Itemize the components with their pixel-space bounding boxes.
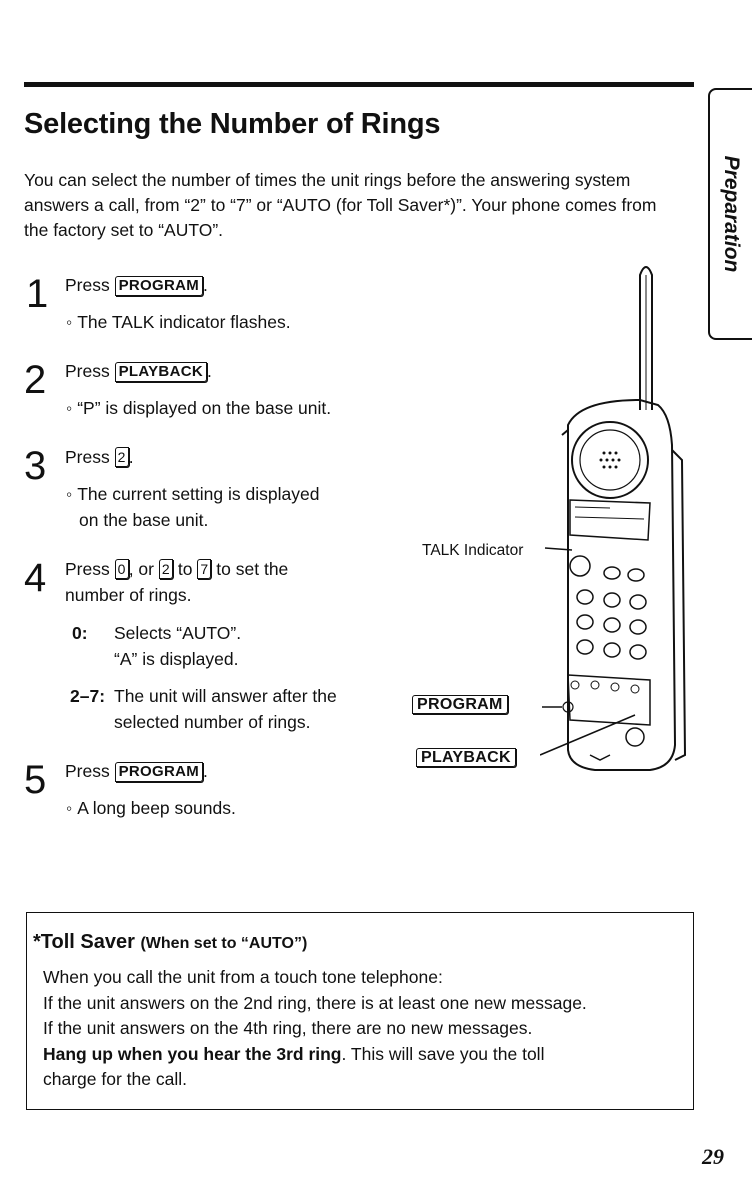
program-callout (412, 696, 508, 714)
toll-saver-heading: *Toll Saver (33, 931, 135, 953)
step-3-number: 3 (24, 444, 47, 488)
step-1-note: ◦ The TALK indicator flashes. (66, 310, 291, 335)
step-4-line2: number of rings. (65, 585, 192, 605)
toll-saver-box (26, 912, 694, 1110)
toll-saver-line4 (43, 1042, 683, 1068)
digit-0-key: 0 (115, 559, 129, 579)
step-2-note: ◦ “P” is displayed on the base unit. (66, 396, 331, 421)
toll-saver-line3: If the unit answers on the 4th ring, there are no new messages. (43, 1018, 533, 1038)
program-key: PROGRAM (115, 762, 203, 782)
page-title: Selecting the Number of Rings (24, 108, 441, 140)
step-4-rest: to set the (216, 559, 289, 579)
option-0-line1: Selects “AUTO”. (114, 623, 242, 643)
toll-saver-subheading: (When set to “AUTO”) (140, 935, 308, 952)
step-2-period: . (206, 361, 212, 381)
option-2-7-label: 2–7: (70, 686, 106, 706)
step-5-number: 5 (24, 758, 47, 802)
toll-saver-title (33, 931, 307, 954)
step-4-number: 4 (24, 556, 47, 600)
digit-2-key: 2 (115, 447, 129, 467)
toll-saver-line1: When you call the unit from a touch tone telephone: (43, 967, 443, 987)
step-4-press: Press (65, 559, 110, 579)
option-2-7-line2: selected number of rings. (114, 712, 311, 732)
step-1-period: . (203, 275, 208, 295)
program-key: PROGRAM (115, 276, 203, 296)
option-0-label: 0: (72, 623, 88, 643)
step-3-note-line1: ◦ The current setting is displayed (66, 482, 319, 507)
step-1-number: 1 (26, 272, 49, 316)
step-5-instruction (65, 759, 208, 784)
program-callout-key: PROGRAM (412, 695, 508, 714)
digit-2-key: 2 (159, 559, 173, 579)
step-3-note-line2: on the base unit. (79, 510, 209, 530)
section-tab-label: Preparation (720, 155, 743, 273)
toll-saver-line4-rest: . This will save you the toll (341, 1043, 545, 1064)
option-2-7-line1: The unit will answer after the (114, 686, 337, 706)
step-3-press: Press (65, 447, 110, 467)
step-4-instruction (65, 557, 288, 582)
intro-paragraph: You can select the number of times the unit rings before the answering system answers a call, from “2” to “7” or “AUTO (for Toll Saver*)”. Your phone comes from the factory set to “AUTO”. (24, 170, 657, 240)
step-5-period: . (203, 761, 208, 781)
playback-callout-key: PLAYBACK (416, 748, 516, 767)
step-4-or: , or (128, 559, 154, 579)
step-1-press: Press (65, 275, 110, 295)
base-unit-illustration (540, 255, 690, 790)
step-5-note: ◦ A long beep sounds. (66, 796, 236, 821)
step-3-instruction (65, 445, 134, 470)
top-rule (24, 82, 694, 87)
step-2-instruction (65, 359, 212, 384)
digit-7-key: 7 (197, 559, 211, 579)
step-3-period: . (128, 447, 134, 467)
step-5-press: Press (65, 761, 110, 781)
option-0-line2: “A” is displayed. (114, 649, 239, 669)
page-number: 29 (702, 1144, 724, 1169)
toll-saver-line2: If the unit answers on the 2nd ring, there is at least one new message. (43, 992, 587, 1013)
step-2-press: Press (65, 361, 110, 381)
talk-indicator-label: TALK Indicator (422, 542, 524, 559)
toll-saver-body (43, 965, 683, 1093)
playback-callout (416, 749, 516, 767)
step-2-number: 2 (24, 358, 47, 402)
toll-saver-emphasis: Hang up when you hear the 3rd ring (43, 1043, 342, 1064)
step-4-to: to (177, 559, 193, 579)
playback-key: PLAYBACK (115, 362, 207, 382)
toll-saver-line5: charge for the call. (43, 1069, 187, 1089)
step-1-instruction (65, 273, 208, 298)
section-tab (708, 88, 752, 340)
